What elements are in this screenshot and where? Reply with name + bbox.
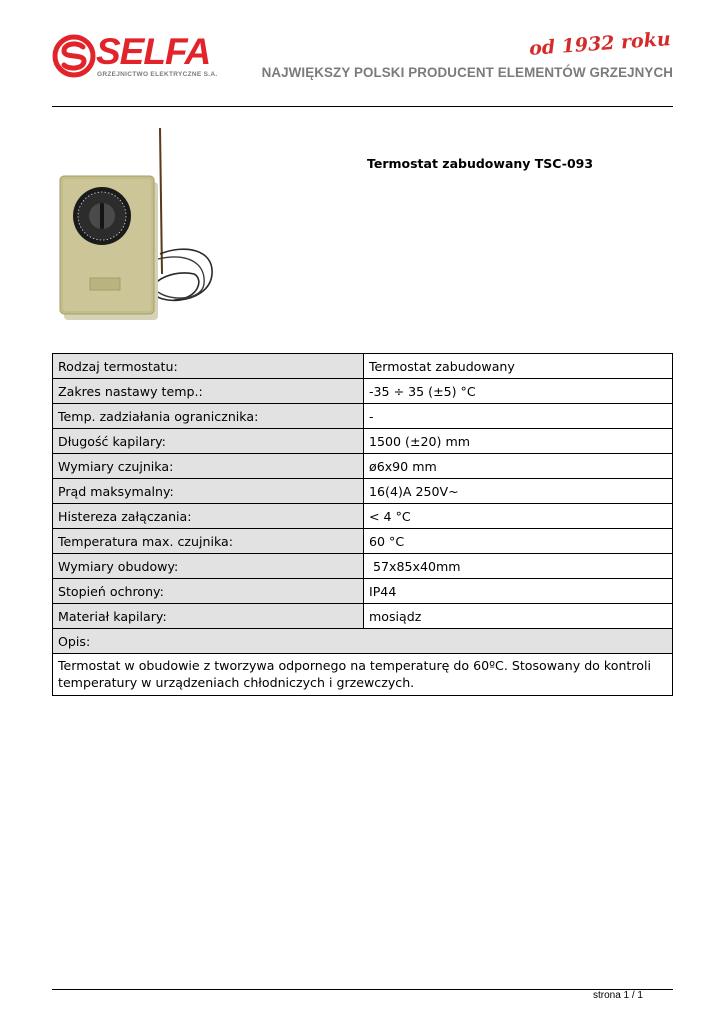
logo-text: SELFA [96, 31, 211, 72]
spec-value: Termostat zabudowany [364, 354, 673, 379]
spec-value: 16(4)A 250V~ [364, 479, 673, 504]
description-heading: Opis: [53, 629, 673, 654]
spec-label: Materiał kapilary: [53, 604, 364, 629]
table-row [53, 354, 673, 379]
specs-table [52, 353, 673, 696]
spec-value: 57x85x40mm [364, 554, 673, 579]
spec-value: ø6x90 mm [364, 454, 673, 479]
spec-value: mosiądz [364, 604, 673, 629]
spec-value: < 4 °C [364, 504, 673, 529]
spec-value: - [364, 404, 673, 429]
tagline: NAJWIĘKSZY POLSKI PRODUCENT ELEMENTÓW GRZEJNYCH [261, 65, 673, 80]
spec-label: Długość kapilary: [53, 429, 364, 454]
footer-divider [52, 989, 673, 990]
table-row [53, 404, 673, 429]
spec-label: Rodzaj termostatu: [53, 354, 364, 379]
spec-value: IP44 [364, 579, 673, 604]
spec-label: Wymiary czujnika: [53, 454, 364, 479]
description-text: Termostat w obudowie z tworzywa odpornego na temperaturę do 60ºC. Stosowany do kontroli temperatury w urządzeniach chłodniczych i grzewczych. [53, 654, 673, 696]
spec-label: Prąd maksymalny: [53, 479, 364, 504]
thermostat-image-icon [54, 124, 224, 324]
table-row [53, 479, 673, 504]
selfa-logo [52, 31, 232, 82]
spec-label: Stopień ochrony: [53, 579, 364, 604]
description-heading-row [53, 629, 673, 654]
table-row [53, 529, 673, 554]
table-row [53, 579, 673, 604]
table-row [53, 554, 673, 579]
table-row [53, 504, 673, 529]
selfa-logo-mark-icon [52, 34, 96, 78]
spec-label: Histereza załączania: [53, 504, 364, 529]
table-row [53, 429, 673, 454]
spec-label: Wymiary obudowy: [53, 554, 364, 579]
spec-value: 1500 (±20) mm [364, 429, 673, 454]
spec-value: -35 ÷ 35 (±5) °C [364, 379, 673, 404]
page-number: strona 1 / 1 [592, 990, 643, 1001]
since-year: od 1932 roku [528, 28, 672, 60]
table-row [53, 604, 673, 629]
product-photo [54, 124, 224, 324]
spec-label: Temperatura max. czujnika: [53, 529, 364, 554]
table-row [53, 454, 673, 479]
table-row [53, 379, 673, 404]
spec-value: 60 °C [364, 529, 673, 554]
spec-label: Zakres nastawy temp.: [53, 379, 364, 404]
spec-label: Temp. zadziałania ogranicznika: [53, 404, 364, 429]
logo-subtitle: GRZEJNICTWO ELEKTRYCZNE S.A. [97, 71, 218, 78]
description-row [53, 654, 673, 696]
product-title: Termostat zabudowany TSC-093 [367, 156, 594, 171]
page-header [52, 28, 673, 107]
